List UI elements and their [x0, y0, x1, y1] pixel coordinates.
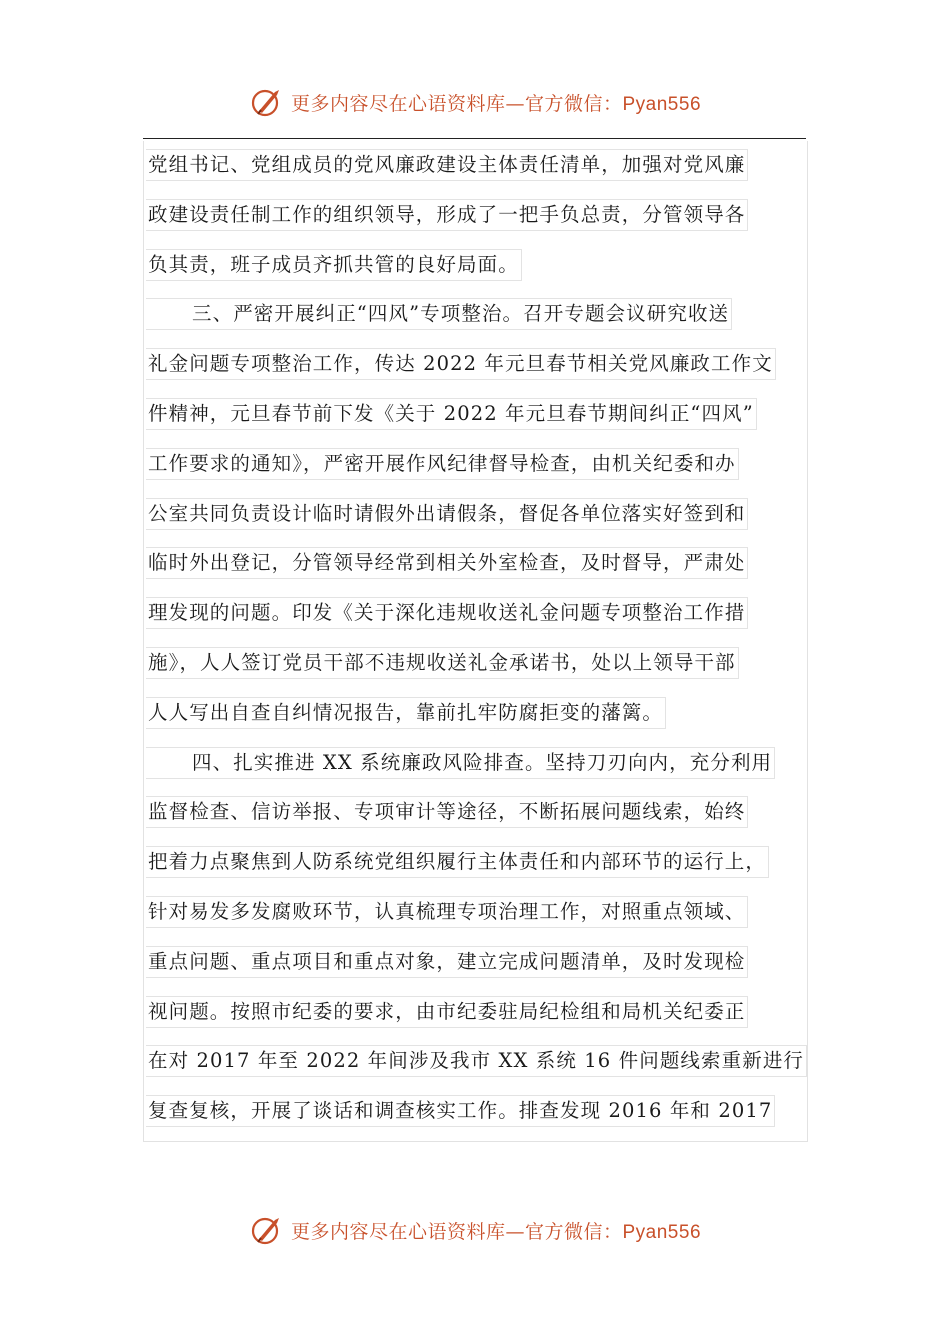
text-line: 四、扎实推进 XX 系统廉政风险排查。坚持刀刃向内，充分利用: [146, 747, 816, 797]
footer-banner: [0, 1210, 950, 1250]
banner-text-cn: 更多内容尽在心语资料库—官方微信：: [290, 1220, 623, 1243]
banner-text: [291, 1217, 701, 1244]
text-line: 把着力点聚焦到人防系统党组织履行主体责任和内部环节的运行上，: [146, 846, 816, 896]
text-line: 人人写出自查自纠情况报告，靠前扎牢防腐拒变的藩篱。: [146, 697, 816, 747]
text-line: 党组书记、党组成员的党风廉政建设主体责任清单，加强对党风廉: [146, 149, 816, 199]
text-line: 负其责，班子成员齐抓共管的良好局面。: [146, 249, 816, 299]
text-line: 理发现的问题。印发《关于深化违规收送礼金问题专项整治工作措: [146, 597, 816, 647]
text-line: 礼金问题专项整治工作，传达 2022 年元旦春节相关党风廉政工作文: [146, 348, 816, 398]
text-line: 施》，人人签订党员干部不违规收送礼金承诺书，处以上领导干部: [146, 647, 816, 697]
header-divider: [143, 138, 806, 139]
text-line: 在对 2017 年至 2022 年间涉及我市 XX 系统 16 件问题线索重新进行: [146, 1045, 816, 1095]
text-line: 件精神，元旦春节前下发《关于 2022 年元旦春节期间纠正“四风”: [146, 398, 816, 448]
text-line: 复查复核，开展了谈话和调查核实工作。排查发现 2016 年和 2017: [146, 1095, 816, 1145]
banner-wechat-id: Pyan556: [622, 93, 702, 115]
text-line: 工作要求的通知》，严密开展作风纪律督导检查，由机关纪委和办: [146, 448, 816, 498]
banner-wechat-id: Pyan556: [622, 1221, 702, 1243]
text-line: 临时外出登记，分管领导经常到相关外室检查，及时督导，严肃处: [146, 547, 816, 597]
text-line: 视问题。按照市纪委的要求，由市纪委驻局纪检组和局机关纪委正: [146, 996, 816, 1046]
text-line: 重点问题、重点项目和重点对象，建立完成问题清单，及时发现检: [146, 946, 816, 996]
header-banner: [0, 82, 950, 122]
text-line: 三、严密开展纠正“四风”专项整治。召开专题会议研究收送: [146, 298, 816, 348]
text-line: 公室共同负责设计临时请假外出请假条，督促各单位落实好签到和: [146, 498, 816, 548]
document-body: [146, 149, 816, 1145]
banner-text-cn: 更多内容尽在心语资料库—官方微信：: [290, 92, 623, 115]
text-line: 监督检查、信访举报、专项审计等途径，不断拓展问题线索，始终: [146, 796, 816, 846]
banner-text: [291, 89, 701, 116]
quill-pen-logo-icon: [249, 84, 285, 120]
text-line: 针对易发多发腐败环节，认真梳理专项治理工作，对照重点领域、: [146, 896, 816, 946]
text-line: 政建设责任制工作的组织领导，形成了一把手负总责，分管领导各: [146, 199, 816, 249]
quill-pen-logo-icon: [249, 1212, 285, 1248]
